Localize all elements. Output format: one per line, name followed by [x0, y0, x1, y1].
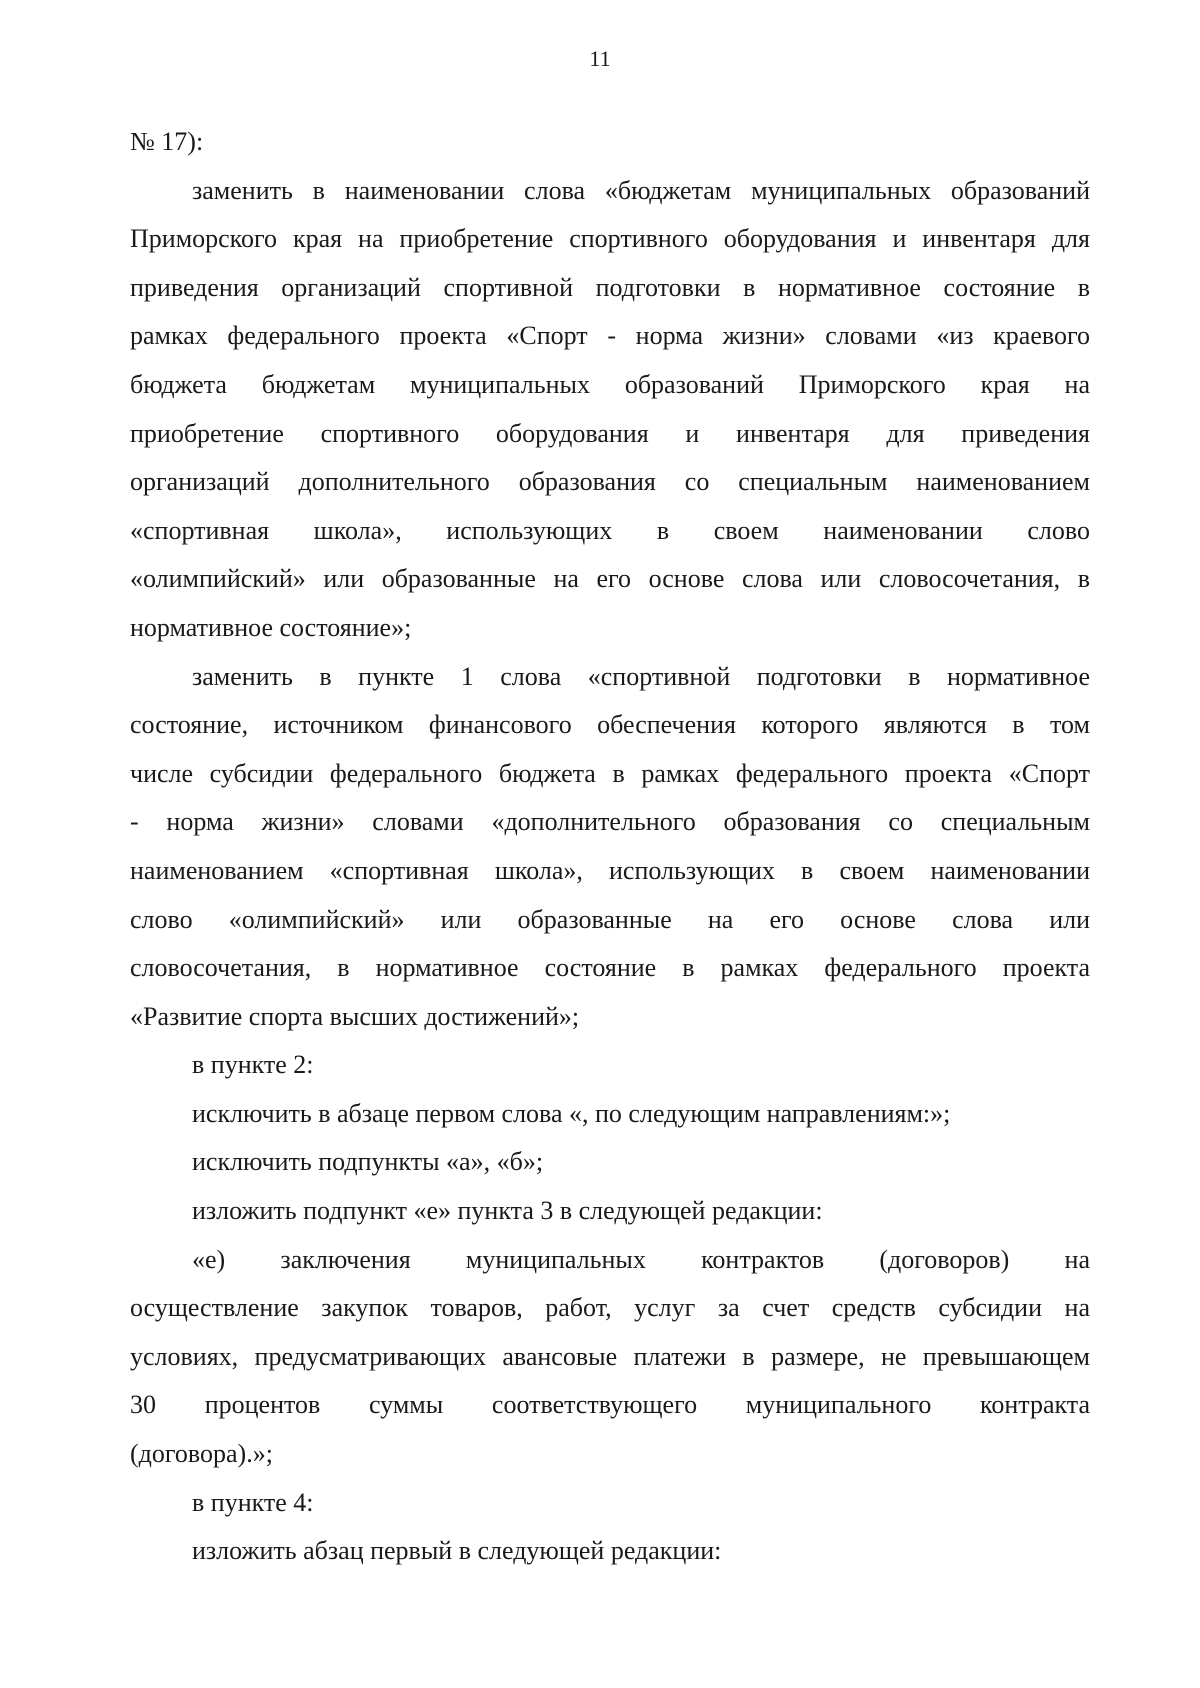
text-line: словосочетания, в нормативное состояние в рамках федерального проекта	[130, 953, 1090, 983]
page-number: 11	[589, 46, 611, 71]
text-line: исключить в абзаце первом слова «, по следующим направлениям:»;	[192, 1098, 951, 1128]
text-line: в пункте 4:	[192, 1487, 314, 1517]
text-line: «олимпийский» или образованные на его основе слова или словосочетания, в	[130, 564, 1090, 594]
text-line: № 17):	[130, 127, 204, 156]
text-line: приведения организаций спортивной подготовки в нормативное состояние в	[130, 272, 1090, 302]
text-line: - норма жизни» словами «дополнительного образования со специальным	[130, 807, 1090, 837]
text-line: 30 процентов суммы соответствующего муниципального контракта	[130, 1390, 1090, 1420]
text-line: изложить подпункт «е» пункта 3 в следующей редакции:	[192, 1196, 823, 1226]
text-line: слово «олимпийский» или образованные на его основе слова или	[130, 904, 1090, 934]
text-line: «Развитие спорта высших достижений»;	[130, 1001, 580, 1031]
text-line: бюджета бюджетам муниципальных образований Приморского края на	[130, 369, 1090, 399]
document-body	[130, 118, 1090, 1576]
text-line: осуществление закупок товаров, работ, услуг за счет средств субсидии на	[130, 1293, 1090, 1323]
text-line: «спортивная школа», использующих в своем наименовании слово	[130, 515, 1090, 545]
text-line: «е) заключения муниципальных контрактов (договоров) на	[192, 1244, 1090, 1274]
text-line: (договора).»;	[130, 1439, 273, 1469]
text-line: приобретение спортивного оборудования и инвентаря для приведения	[130, 418, 1090, 448]
text-line: Приморского края на приобретение спортивного оборудования и инвентаря для	[130, 224, 1090, 254]
text-line: в пункте 2:	[192, 1050, 314, 1080]
text-line: состояние, источником финансового обеспечения которого являются в том	[130, 710, 1090, 740]
text-line: рамках федерального проекта «Спорт - норма жизни» словами «из краевого	[130, 321, 1090, 351]
text-line: числе субсидии федерального бюджета в рамках федерального проекта «Спорт	[130, 758, 1090, 788]
text-line: изложить абзац первый в следующей редакции:	[192, 1536, 722, 1566]
text-line: организаций дополнительного образования со специальным наименованием	[130, 467, 1090, 497]
text-line: нормативное состояние»;	[130, 612, 412, 642]
text-line: условиях, предусматривающих авансовые платежи в размере, не превышающем	[130, 1341, 1090, 1371]
text-line: заменить в наименовании слова «бюджетам муниципальных образований	[192, 175, 1090, 205]
text-line: заменить в пункте 1 слова «спортивной подготовки в нормативное	[192, 661, 1090, 691]
text-line: наименованием «спортивная школа», использующих в своем наименовании	[130, 855, 1090, 885]
text-line: исключить подпункты «а», «б»;	[192, 1147, 544, 1177]
